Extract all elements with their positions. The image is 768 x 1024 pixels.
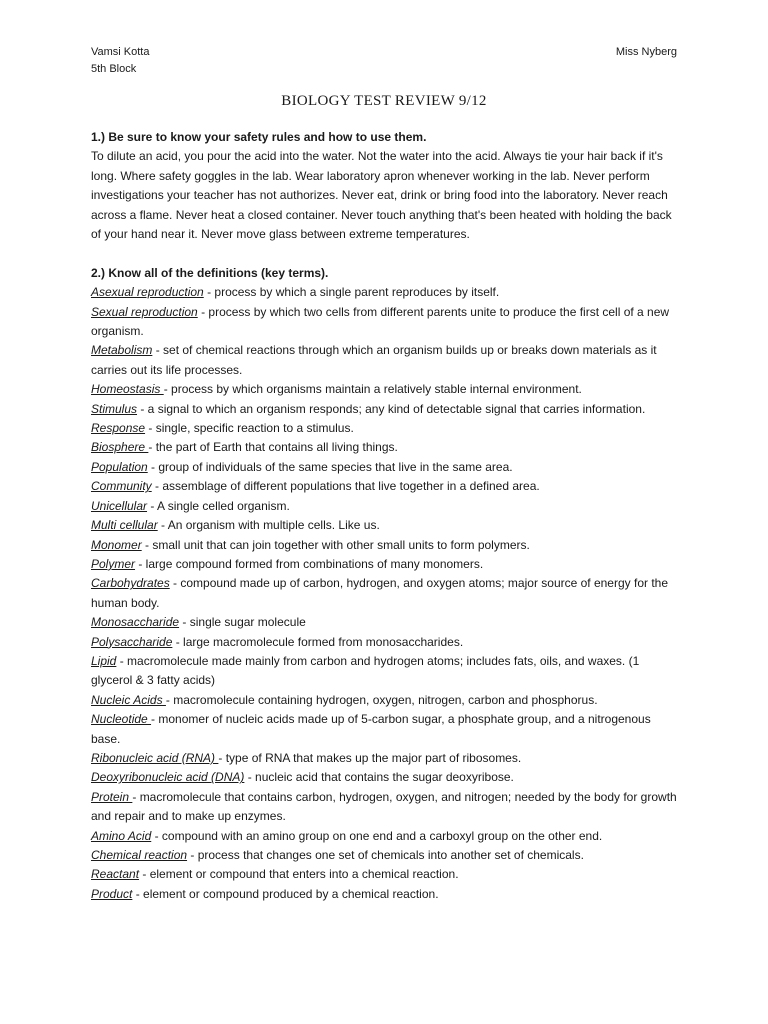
definition-text: - macromolecule made mainly from carbon and hydrogen atoms; includes fats, oils, and waxes. (1 glycerol & 3 fatty acids) [91, 653, 640, 688]
definition-term: Carbohydrates [91, 576, 170, 591]
definition-item [91, 691, 681, 710]
definition-term: Nucleotide [91, 712, 152, 727]
page-title: BIOLOGY TEST REVIEW 9/12 [281, 93, 487, 109]
definition-text: - element or compound that enters into a chemical reaction. [139, 867, 459, 882]
definition-item [91, 497, 681, 516]
document-body [91, 128, 681, 904]
definition-term: Amino Acid [91, 828, 152, 843]
definition-item [91, 710, 681, 749]
definition-text: - element or compound produced by a chemical reaction. [132, 886, 439, 901]
section-1-heading: 1.) Be sure to know your safety rules and how to use them. [91, 130, 427, 144]
section-1-body: To dilute an acid, you pour the acid into the water. Not the water into the acid. Always tie your hair back if it's long. Where safety goggles in the lab. Wear laboratory apron whenever working in the lab. Never perform investigations your teacher has not authorizes. Never eat, drink or bring food into the laboratory. Never reach across a flame. Never heat a closed container. Never touch anything that's been heated with holding the back of your hand near it. Never move glass between extreme temperatures. [91, 149, 672, 242]
definition-term: Biosphere [91, 440, 149, 455]
definition-item [91, 865, 681, 884]
definition-text: - monomer of nucleic acids made up of 5-carbon sugar, a phosphate group, and a nitrogenous base. [91, 712, 651, 746]
definition-text: - process by which two cells from different parents unite to produce the first cell of a new organism. [91, 304, 670, 339]
definition-text: - single, specific reaction to a stimulus. [145, 421, 354, 436]
definition-text: - group of individuals of the same species that live in the same area. [147, 459, 513, 474]
definition-item [91, 788, 681, 827]
definition-text: - compound made up of carbon, hydrogen, and oxygen atoms; major source of energy for the human body. [91, 576, 669, 610]
definition-text: - set of chemical reactions through which an organism builds up or breaks down materials as it carries out its life processes. [91, 343, 657, 377]
definition-item [91, 458, 681, 477]
definition-item [91, 419, 681, 438]
definition-text: - process by which organisms maintain a relatively stable internal environment. [163, 382, 582, 397]
definition-term: Metabolism [91, 343, 153, 358]
definition-term: Ribonucleic acid (RNA) [91, 750, 219, 765]
section-2-heading: 2.) Know all of the definitions (key terms). [91, 265, 329, 280]
definition-text: - macromolecule that contains carbon, hydrogen, oxygen, and nitrogen; needed by the body for growth and repair and to make up enzymes. [91, 789, 677, 824]
definition-item [91, 283, 681, 302]
definition-text: - the part of Earth that contains all living things. [148, 440, 398, 455]
definition-item [91, 477, 681, 496]
definition-term: Population [91, 459, 148, 474]
definition-text: - nucleic acid that contains the sugar deoxyribose. [244, 770, 514, 785]
definition-item [91, 633, 681, 652]
student-name: Vamsi Kotta [91, 46, 150, 58]
definition-item [91, 846, 681, 865]
definition-item [91, 341, 681, 380]
definition-term: Nucleic Acids [91, 692, 166, 707]
header-left [91, 44, 150, 78]
definition-term: Homeostasis [91, 382, 164, 397]
definition-term: Chemical reaction [91, 848, 188, 863]
definition-item [91, 303, 681, 342]
definition-text: - a signal to which an organism responds; any kind of detectable signal that carries information. [137, 401, 646, 416]
definition-term: Monomer [91, 537, 142, 552]
definitions-list [91, 283, 681, 904]
definition-item [91, 536, 681, 555]
definition-text: - large compound formed from combinations of many monomers. [135, 556, 484, 571]
definition-text: - A single celled organism. [147, 498, 290, 513]
definition-item [91, 768, 681, 787]
definition-term: Polysaccharide [91, 634, 173, 649]
definition-item [91, 438, 681, 457]
definition-term: Community [91, 479, 152, 494]
definition-item [91, 555, 681, 574]
definition-text: - type of RNA that makes up the major part of ribosomes. [218, 750, 522, 765]
definition-term: Polymer [91, 556, 136, 571]
definition-text: - single sugar molecule [179, 615, 306, 630]
definition-term: Multi cellular [91, 518, 158, 533]
definition-text: - compound with an amino group on one end and a carboxyl group on the other end. [151, 828, 603, 843]
definition-item [91, 885, 681, 904]
definition-text: - assemblage of different populations that live together in a defined area. [151, 479, 540, 494]
definition-term: Product [91, 886, 133, 901]
definition-item [91, 749, 681, 768]
definition-term: Response [91, 421, 146, 436]
definition-term: Lipid [91, 653, 117, 668]
definition-term: Unicellular [91, 498, 148, 513]
definition-term: Monosaccharide [91, 615, 180, 630]
definition-text: - small unit that can join together with other small units to form polymers. [141, 537, 530, 552]
definition-item [91, 400, 681, 419]
definition-item [91, 574, 681, 613]
definition-item [91, 827, 681, 846]
definition-text: - An organism with multiple cells. Like us. [157, 518, 380, 533]
class-block: 5th Block [91, 63, 137, 75]
teacher-name: Miss Nyberg [615, 46, 677, 58]
paragraph-spacer [91, 244, 681, 263]
definition-term: Stimulus [91, 401, 138, 416]
definition-text: - macromolecule containing hydrogen, oxygen, nitrogen, carbon and phosphorus. [165, 692, 598, 707]
definition-term: Protein [91, 789, 133, 804]
definition-text: - process by which a single parent reproduces by itself. [203, 285, 500, 300]
definition-text: - large macromolecule formed from monosaccharides. [172, 634, 464, 649]
definition-term: Asexual reproduction [91, 285, 204, 300]
definition-term: Reactant [91, 867, 140, 882]
definition-item [91, 613, 681, 632]
definition-item [91, 652, 681, 691]
definition-item [91, 516, 681, 535]
definition-text: - process that changes one set of chemicals into another set of chemicals. [187, 848, 584, 863]
definition-item [91, 380, 681, 399]
definition-term: Deoxyribonucleic acid (DNA) [91, 770, 245, 785]
definition-term: Sexual reproduction [91, 304, 198, 319]
